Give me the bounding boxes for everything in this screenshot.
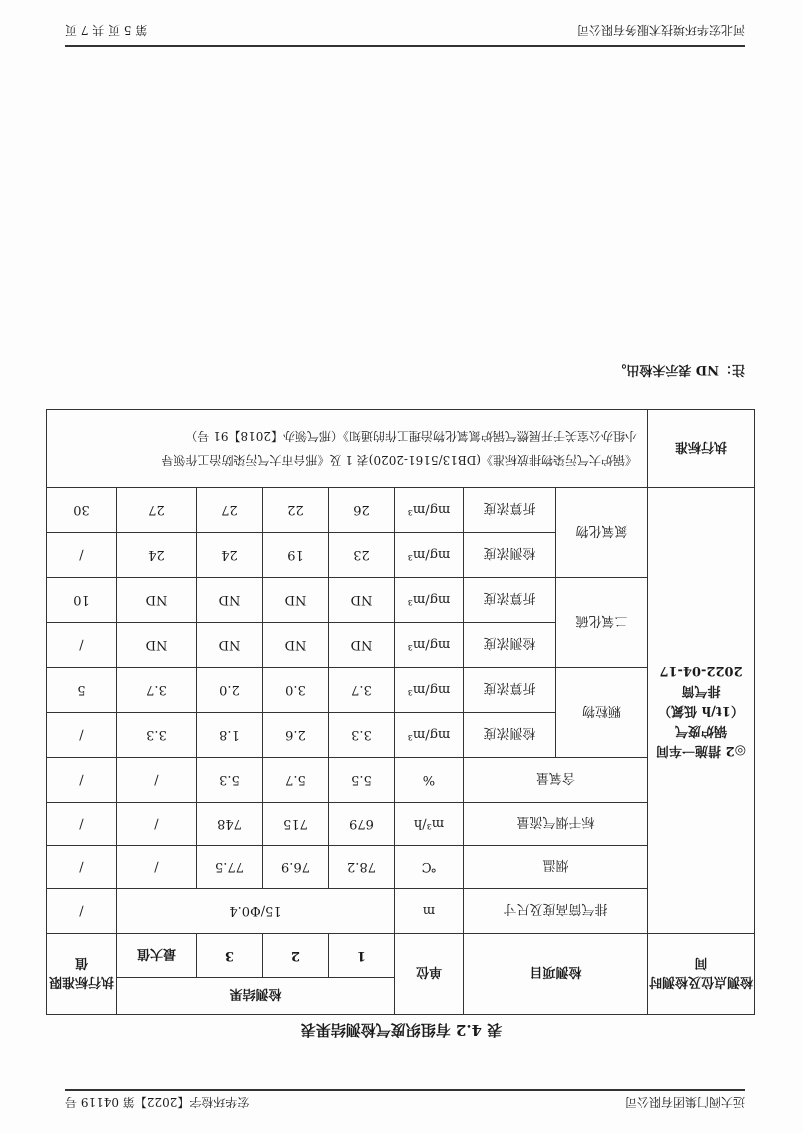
value-1: 78.2 [328, 846, 394, 889]
sub-item: 检测浓度 [463, 623, 555, 668]
value-3: 27 [196, 488, 262, 533]
value-3: 5.3 [196, 758, 262, 803]
unit-value: mg/m³ [394, 488, 463, 533]
header-result: 检测结果 [116, 978, 394, 1015]
pollutant-pm: 颗粒物 [556, 668, 648, 758]
value-2: ND [262, 623, 328, 668]
unit-value: m³/h [394, 803, 463, 846]
unit-value: % [394, 758, 463, 803]
value-3: ND [196, 623, 262, 668]
standard-text [46, 410, 647, 488]
limit-value: / [46, 889, 116, 934]
value-3: 2.0 [196, 668, 262, 713]
max-value: 3.7 [116, 668, 196, 713]
max-value: ND [116, 623, 196, 668]
value-1: 3.3 [328, 713, 394, 758]
height-value: 15/Φ0.4 [116, 889, 394, 934]
limit-value: / [46, 846, 116, 889]
limit-value: / [46, 758, 116, 803]
header-limit: 执行标准限值 [46, 934, 116, 1015]
header-n3: 3 [196, 934, 262, 978]
limit-value: / [46, 533, 116, 578]
sub-item: 折算浓度 [463, 488, 555, 533]
value-2: ND [262, 578, 328, 623]
value-2: 3.0 [262, 668, 328, 713]
value-3: 24 [196, 533, 262, 578]
value-3: ND [196, 578, 262, 623]
sub-item: 检测浓度 [463, 713, 555, 758]
max-value: / [116, 846, 196, 889]
table-row [46, 889, 754, 934]
header-rule [65, 1089, 745, 1091]
table-row [46, 410, 754, 488]
sub-item: 折算浓度 [463, 668, 555, 713]
footer-rule [65, 45, 745, 47]
max-value: 3.3 [116, 713, 196, 758]
item-label: 烟温 [463, 846, 647, 889]
unit-value: ℃ [394, 846, 463, 889]
limit-value: 30 [46, 488, 116, 533]
value-1: 5.5 [328, 758, 394, 803]
standard-line1: 《锅炉大气污染物排放标准》(DB13/5161-2020)表 1 及《邢台市大气污染防治工作领导 [161, 453, 637, 468]
max-value: / [116, 803, 196, 846]
unit-value: mg/m³ [394, 668, 463, 713]
header-company: 远大阀门集团有限公司 [624, 1095, 745, 1109]
max-value: 27 [116, 488, 196, 533]
header-report-no: 宏华环检字【2022】第 04119 号 [65, 1095, 250, 1109]
value-2: 76.9 [262, 846, 328, 889]
max-value: ND [116, 578, 196, 623]
header-n1: 1 [328, 934, 394, 978]
value-2: 2.6 [262, 713, 328, 758]
value-3: 748 [196, 803, 262, 846]
point-line2: 锅炉废气 [675, 723, 728, 739]
point-line1: ◎2 措施一车间 [656, 743, 746, 759]
limit-value: / [46, 803, 116, 846]
header-n2: 2 [262, 934, 328, 978]
unit-value: mg/m³ [394, 578, 463, 623]
limit-value: / [46, 713, 116, 758]
value-3: 1.8 [196, 713, 262, 758]
pollutant-so2: 二氧化硫 [556, 578, 648, 668]
sub-item: 检测浓度 [463, 533, 555, 578]
unit-value: m [394, 889, 463, 934]
item-label: 标干烟气流量 [463, 803, 647, 846]
item-label: 含氧量 [463, 758, 647, 803]
header-point: 检测点位及检测时间 [648, 934, 755, 1015]
standard-label: 执行标准 [648, 410, 755, 488]
value-1: 26 [328, 488, 394, 533]
unit-value: mg/m³ [394, 623, 463, 668]
item-label: 排气筒高度及尺寸 [463, 889, 647, 934]
table-caption: 表 4.2 有组织废气检测结果表 [300, 1021, 503, 1039]
table-note: 注：ND 表示未检出。 [613, 362, 745, 377]
value-2: 5.7 [262, 758, 328, 803]
standard-line2: 小组办公室关于开展燃气锅炉氮氧化物治理工作的通知》（邢气领办【2018】91 号） [185, 429, 637, 444]
unit-value: mg/m³ [394, 713, 463, 758]
sampling-point [648, 488, 755, 934]
limit-value: 10 [46, 578, 116, 623]
max-value: 24 [116, 533, 196, 578]
limit-value: 5 [46, 668, 116, 713]
unit-value: mg/m³ [394, 533, 463, 578]
header-item: 检测项目 [463, 934, 647, 1015]
sub-item: 折算浓度 [463, 578, 555, 623]
pollutant-nox: 氮氧化物 [556, 488, 648, 578]
footer-page: 第 5 页 共 7 页 [65, 23, 148, 37]
value-1: 23 [328, 533, 394, 578]
max-value: / [116, 758, 196, 803]
value-1: 3.7 [328, 668, 394, 713]
value-2: 22 [262, 488, 328, 533]
value-2: 19 [262, 533, 328, 578]
header-max: 最大值 [116, 934, 196, 978]
value-3: 77.5 [196, 846, 262, 889]
header-unit: 单位 [394, 934, 463, 1015]
value-1: ND [328, 623, 394, 668]
value-1: ND [328, 578, 394, 623]
point-line4: 排气筒 [681, 683, 721, 699]
point-date: 2022-04-17 [659, 663, 743, 679]
exhaust-gas-results-table [46, 409, 755, 1015]
value-2: 715 [262, 803, 328, 846]
point-line3: （1t/h 低氮） [658, 703, 744, 719]
limit-value: / [46, 623, 116, 668]
value-1: 679 [328, 803, 394, 846]
footer-company: 河北宏华环境技术服务有限公司 [576, 23, 745, 37]
